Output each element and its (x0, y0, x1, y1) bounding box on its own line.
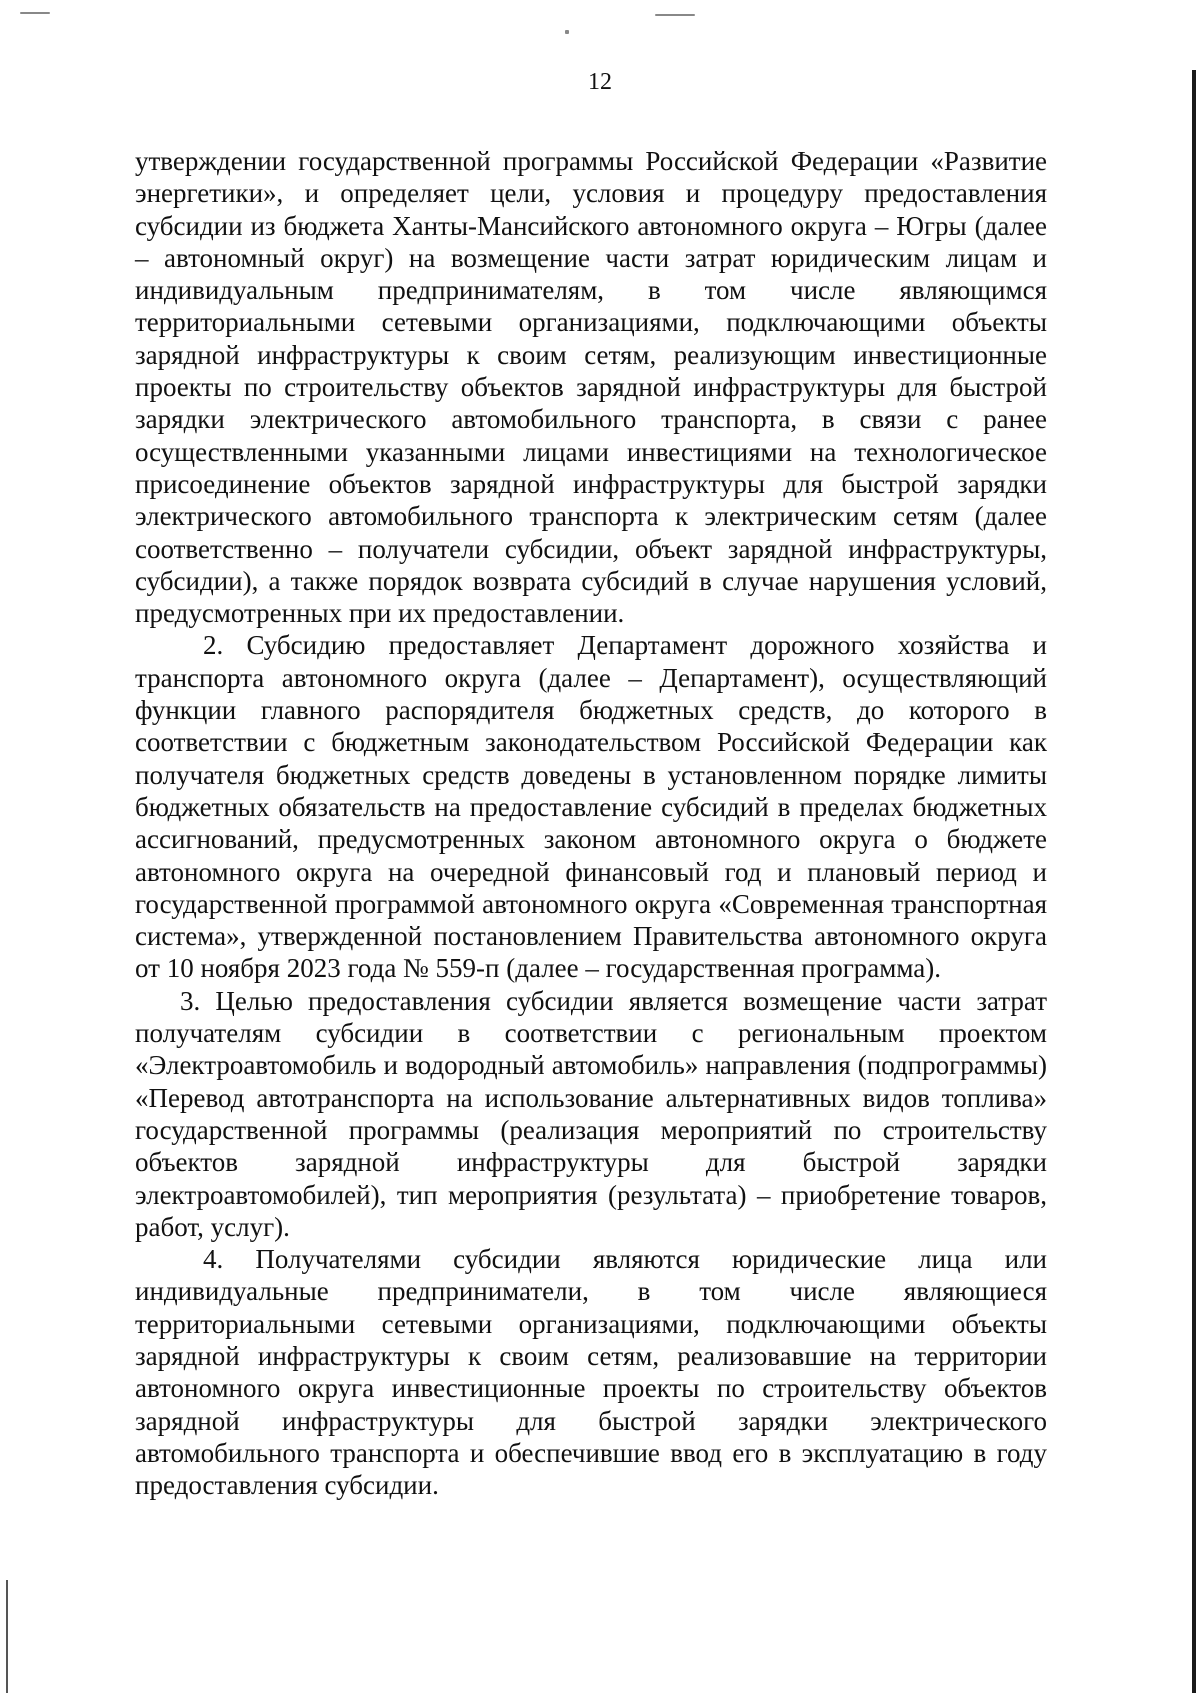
page-number: 12 (588, 69, 612, 95)
paragraph-2: 2. Субсидию предоставляет Департамент дорожного хозяйства и транспорта автономного округа (далее – Департамент), осуществляющий функции главного распорядителя бюджетных средств, до которого в соответствии с бюджетным законодательством Российской Федерации как получателя бюджетных средств доведены в установленном порядке лимиты бюджетных обязательств на предоставление субсидий в пределах бюджетных ассигнований, предусмотренных законом автономного округа о бюджете автономного округа на очередной финансовый год и плановый период и государственной программой автономного округа «Современная транспортная система», утвержденной постановлением Правительства автономного округа от 10 ноября 2023 года № 559-п (далее – государственная программа). (135, 630, 1047, 984)
scan-border-right (1192, 70, 1196, 1693)
paragraph-3: 3. Целью предоставления субсидии является возмещение части затрат получателям субсидии в соответствии с региональным проектом «Электроавтомобиль и водородный автомобиль» направления (подпрограммы) «Перевод автотранспорта на использование альтернативных видов топлива» государственной программы (реализация мероприятий по строительству объектов зарядной инфраструктуры для быстрой зарядки электроавтомобилей), тип мероприятия (результата) – приобретение товаров, работ, услуг). (135, 985, 1047, 1242)
paragraph-4: 4. Получателями субсидии являются юридические лица или индивидуальные предприниматели, в том числе являющиеся территориальными сетевыми организациями, подключающими объекты зарядной инфраструктуры к своим сетям, реализовавшие на территории автономного округа инвестиционные проекты по строительству объектов зарядной инфраструктуры для быстрой зарядки электрического автомобильного транспорта и обеспечившие ввод его в эксплуатацию в году предоставления субсидии. (135, 1244, 1047, 1501)
scan-border-left (6, 1580, 8, 1693)
scan-speck (655, 14, 695, 16)
scan-speck (565, 30, 569, 34)
document-body (135, 145, 1047, 1501)
scan-speck (20, 12, 50, 14)
paragraph-1: утверждении государственной программы Российской Федерации «Развитие энергетики», и определяет цели, условия и процедуру предоставления субсидии из бюджета Ханты-Мансийского автономного округа – Югры (далее – автономный округ) на возмещение части затрат юридическим лицам и индивидуальным предпринимателям, в том числе являющимся территориальными сетевыми организациями, подключающими объекты зарядной инфраструктуры к своим сетям, реализующим инвестиционные проекты по строительству объектов зарядной инфраструктуры для быстрой зарядки электрического автомобильного транспорта, в связи с ранее осуществленными указанными лицами инвестициями на технологическое присоединение объектов зарядной инфраструктуры для быстрой зарядки электрического автомобильного транспорта к электрическим сетям (далее соответственно – получатели субсидии, объект зарядной инфраструктуры, субсидии), а также порядок возврата субсидий в случае нарушения условий, предусмотренных при их предоставлении. (135, 146, 1047, 629)
